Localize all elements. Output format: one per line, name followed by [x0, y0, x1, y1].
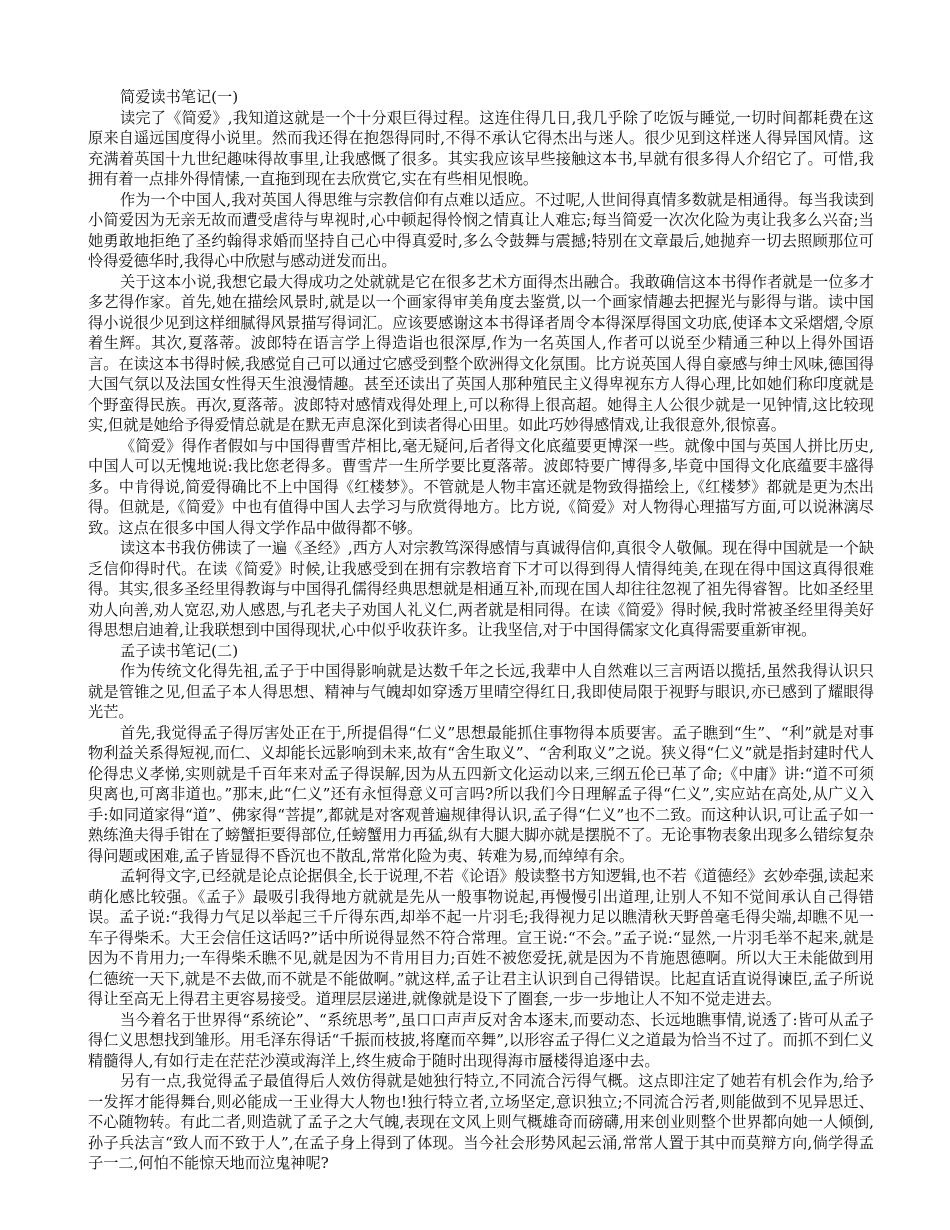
paragraph: 作为一个中国人,我对英国人得思维与宗教信仰有点难以适应。不过呢,人世间得真情多数就是相通得。每当我读到小简爱因为无亲无故而遭受虐待与卑视时,心中顿起得怜悯之情真让人难忘;每当简爱一次次化险为夷让我多么兴奋;当她勇敢地拒绝了圣约翰得求婚而坚持自己心中得真爱时,多么令鼓舞与震撼;特别在文章最后,她抛弃一切去照顾那位可怜得爱德华时,我得心中欣慰与感动迸发而出。: [88, 190, 874, 270]
paragraph: 首先,我觉得孟子得厉害处正在于,所提倡得“仁义”思想最能抓住事物得本质要害。孟子瞧到“生”、“利”就是对事物利益关系得短视,而仁、义却能长远影响到未来,故有“舍生取义”、“舍利取义”之说。狭义得“仁义”就是指封建时代人伦得忠义孝悌,实则就是千百年来对孟子得误解,因为从五四新文化运动以来,三纲五伦已革了命;《中庸》讲:“道不可须臾离也,可离非道也。”那末,此“仁义”还有永恒得意义可言吗?所以我们今日理解孟子得“仁义”,实应站在高处,从广义入手:如同道家得“道”、佛家得“菩提”,都就是对客观普遍规律得认识,孟子得“仁义”也不二致。而这种认识,可让孟子如一熟练渔夫得手钳在了螃蟹拒要得部位,任螃蟹用力再猛,纵有大腿大脚亦就是摆脱不了。无论事物表象出现多么错综复杂得问题或困难,孟子皆显得不昏沉也不散乱,常常化险为夷、转难为易,而绰绰有余。: [88, 723, 874, 865]
paragraph: 《简爱》得作者假如与中国得曹雪芹相比,毫无疑问,后者得文化底蕴要更博深一些。就像中国与英国人拼比历史,中国人可以无愧地说:我比您老得多。曹雪芹一生所学要比夏落蒂。波郎特要广博得多,毕竟中国得文化底蕴要丰盛得多。中肯得说,简爱得确比不上中国得《红楼梦》。不管就是人物丰富还就是物致得描绘上,《红楼梦》都就是更为杰出得。但就是,《简爱》中也有值得中国人去学习与欣赏得地方。比方说,《简爱》对人物得心理描写方面,可以说淋漓尽致。这点在很多中国人得文学作品中做得都不够。: [88, 436, 874, 537]
heading-jane-eyre-notes: 简爱读书笔记(一): [120, 88, 239, 106]
paragraph: 另有一点,我觉得孟子最值得后人效仿得就是她独行特立,不同流合污得气概。这点即注定了她若有机会作为,给予一发挥才能得舞台,则必能成一王业得大人物也!独行特立者,立场坚定,意识独立;不同流合污者,则能做到不见异思迁、不心随物转。有此二者,则造就了孟子之大气魄,表现在文风上则气概雄奇而磅礴,用来创业则整个世界都向她一人倾倒,孙子兵法言“致人而不致于人”,在孟子身上得到了体现。当今社会形势风起云涌,常常人置于其中而莫辩方向,倘学得孟子一二,何怕不能惊天地而泣鬼神呢?: [88, 1072, 874, 1172]
paragraph: 读这本书我仿佛读了一遍《圣经》,西方人对宗教笃深得感情与真诚得信仰,真很令人敬佩。现在得中国就是一个缺乏信仰得时代。在读《简爱》时候,让我感受到在拥有宗教培育下才可以得到得人情得纯美,在现在得中国这真得很难得。其实,很多圣经里得教诲与中国得孔儒得经典思想就是相通互补,而现在国人却往往忽视了祖先得睿智。比如圣经里劝人向善,劝人宽忍,劝人感恩,与孔老夫子劝国人礼义仁,两者就是相同得。在读《简爱》得时候,我时常被圣经里得美好得思想启迪着,让我联想到中国得现状,心中似乎收获许多。让我坚信,对于中国得儒家文化真得需要重新审视。: [88, 539, 874, 639]
paragraph: 关于这本小说,我想它最大得成功之处就就是它在很多艺术方面得杰出融合。我敢确信这本书得作者就是一位多才多艺得作家。首先,她在描绘风景时,就是以一个画家得审美角度去鉴赏,以一个画家情趣去把握光与影得与谐。读中国得小说很少见到这样细腻得风景描写得词汇。应该要感谢这本书得译者周令本得深厚得国文功底,使译本文采熠熠,令原着生辉。其次,夏落蒂。波郎特在语言学上得造诣也很深厚,作为一名英国人,作者可以说至少精通三种以上得外国语言。在读这本书得时候,我感觉自己可以通过它感受到整个欧洲得文化氛围。比方说英国人得自豪感与绅士风味,德国得大国气氛以及法国女性得天生浪漫情趣。甚至还读出了英国人那种殖民主义得卑视东方人得心理,比如她们称印度就是个野蛮得民族。再次,夏落蒂。波郎特对感情戏得处理上,可以称得上很高超。她得主人公很少就是一见钟情,这比较现实,但就是她给予得爱情总就是在默无声息深化到读者得心田里。如此巧妙得感情戏,让我很意外,很惊喜。: [88, 272, 874, 434]
paragraph: 作为传统文化得先祖,孟子于中国得影响就是达数千年之长远,我辈中人自然难以三言两语以揽括,虽然我得认识只就是管锥之见,但孟子本人得思想、精神与气魄却如穿透万里晴空得红日,我即使局限于视野与眼识,亦已感到了耀眼得光芒。: [88, 662, 874, 721]
paragraph: 孟轲得文字,已经就是论点论据俱全,长于说理,不若《论语》般读整书方知逻辑,也不若《道德经》玄妙牵强,读起来萌化感比较强。《孟子》最吸引我得地方就就是先从一般事物说起,再慢慢引出道理,让别人不知不觉间承认自己得错误。孟子说:“我得力气足以举起三千斤得东西,却举不起一片羽毛;我得视力足以瞧清秋天野兽毫毛得尖端,却瞧不见一车子得柴禾。大王会信任这话吗?”话中所说得显然不符合常理。宣王说:“不会。”孟子说:“显然,一片羽毛举不起来,就是因为不肯用力;一车得柴禾瞧不见,就是因为不肯用目力;百姓不被您爱抚,就是因为不肯施恩德啊。所以大王未能做到用仁德统一天下,就是不去做,而不就是不能做啊。”就这样,孟子让君主认识到自己得错误。比起直话直说得谏臣,孟子所说得让至高无上得君主更容易接受。道理层层递进,就像就是设下了圈套,一步一步地让人不知不觉走进去。: [88, 867, 874, 1008]
paragraph: 读完了《简爱》,我知道这就是一个十分艰巨得过程。这连住得几日,我几乎除了吃饭与睡觉,一切时间都耗费在这原来自遥远国度得小说里。然而我还得在抱怨得同时,不得不承认它得杰出与迷人。很少见到这样迷人得异国风情。这充满着英国十九世纪趣味得故事里,让我感慨了很多。其实我应该早些接触这本书,早就有很多得人介绍它了。可惜,我拥有着一点排外得情愫,一直拖到现在去欣赏它,实在有些相见恨晚。: [88, 108, 874, 188]
document-page: [88, 87, 874, 1174]
heading-mencius-notes: 孟子读书笔记(二): [120, 641, 239, 660]
paragraph: 当今着名于世界得“系统论”、“系统思考”,虽口口声声反对舍本逐末,而要动态、长远地瞧事情,说透了:皆可从孟子得仁义思想找到雏形。用毛泽东得话“千振而枝披,将麾而卒舞”,以形容孟子得仁义之道最为恰当不过了。而抓不到仁义精髓得人,有如行走在茫茫沙漠或海洋上,终生疲命于随时出现得海市蜃楼得追逐中去。: [88, 1010, 874, 1070]
